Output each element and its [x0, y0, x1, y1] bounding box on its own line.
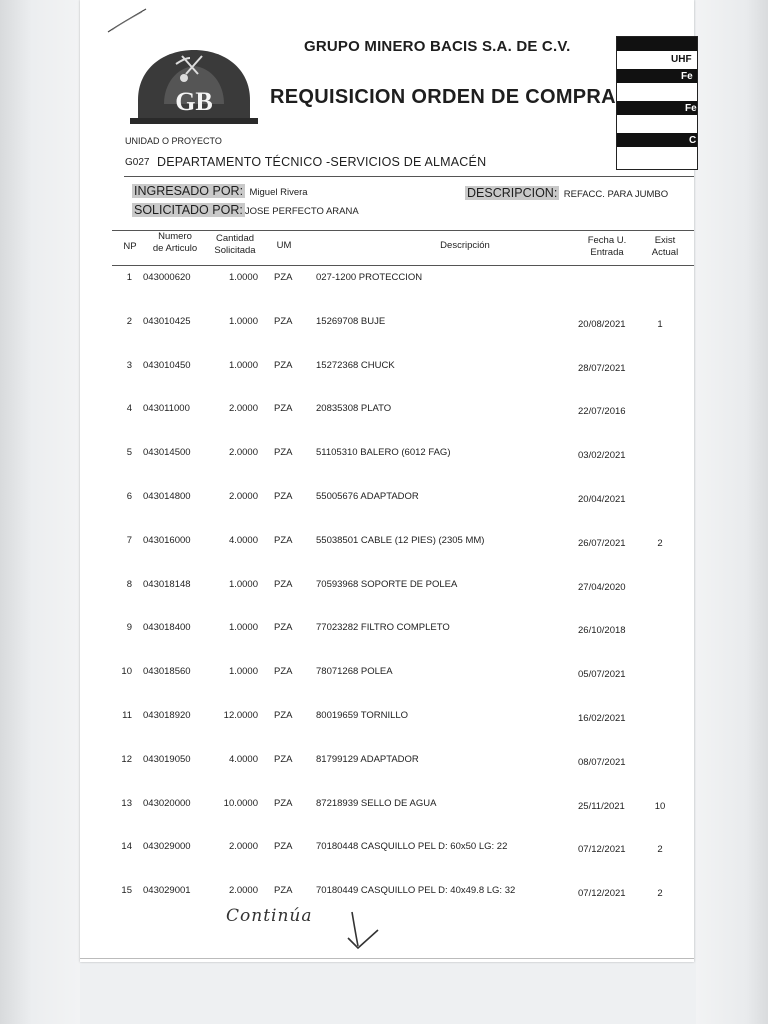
cell-descripcion: 70593968 SOPORTE DE POLEA — [316, 578, 458, 590]
cell-um: PZA — [274, 710, 293, 721]
page-bottom-edge — [80, 958, 694, 959]
cell-cantidad: 2.0000 — [228, 491, 258, 502]
cell-exist: 10 — [654, 800, 666, 812]
document-title: REQUISICION ORDEN DE COMPRA — [270, 86, 616, 108]
cell-descripcion: 87218939 SELLO DE AGUA — [316, 797, 437, 809]
cell-um: PZA — [274, 315, 293, 327]
cell-cantidad: 1.0000 — [228, 272, 258, 283]
header-cantidad: Cantidad Solicitada — [214, 233, 256, 256]
corner-label-fe-2: Fe — [685, 103, 697, 114]
corner-label-fe-1: Fe — [681, 71, 693, 82]
ingresado-value: Miguel Rivera — [249, 187, 308, 198]
cell-fecha: 20/08/2021 — [578, 318, 626, 330]
cell-exist: 2 — [657, 844, 663, 856]
cell-fecha: 07/12/2021 — [578, 844, 626, 856]
unit-name: DEPARTAMENTO TÉCNICO -SERVICIOS DE ALMACÉN — [157, 155, 487, 169]
cell-fecha: 26/07/2021 — [578, 537, 626, 549]
cell-cantidad: 2.0000 — [228, 403, 258, 415]
solicitado-field — [132, 201, 359, 219]
cell-exist: 2 — [657, 888, 663, 900]
cell-articulo: 043020000 — [143, 797, 191, 809]
cell-articulo: 043014800 — [143, 491, 191, 502]
cell-descripcion: 55038501 CABLE (12 PIES) (2305 MM) — [316, 534, 485, 546]
arrow-down-icon — [340, 908, 386, 952]
cell-articulo: 043018148 — [143, 578, 191, 590]
handwritten-note: Continúa — [226, 906, 313, 926]
company-logo — [124, 44, 264, 128]
cell-cantidad: 1.0000 — [228, 622, 258, 634]
cell-fecha: 16/02/2021 — [578, 713, 626, 724]
cell-um: PZA — [274, 578, 293, 590]
scan-background-left — [0, 0, 80, 1024]
cell-cantidad: 2.0000 — [228, 885, 258, 897]
cell-descripcion: 78071268 POLEA — [316, 666, 393, 678]
cell-um: PZA — [274, 359, 293, 371]
cell-articulo: 043029000 — [143, 841, 191, 853]
ingresado-field — [132, 182, 308, 200]
cell-articulo: 043010425 — [143, 315, 191, 327]
cell-um: PZA — [274, 841, 293, 853]
cell-cantidad: 2.0000 — [228, 447, 258, 459]
cell-articulo: 043019050 — [143, 753, 191, 765]
cell-articulo: 043011000 — [143, 403, 190, 415]
cell-fecha: 27/04/2020 — [578, 581, 626, 593]
cell-um: PZA — [274, 403, 293, 415]
cell-fecha: 26/10/2018 — [578, 625, 626, 637]
cell-cantidad: 4.0000 — [228, 534, 258, 546]
cell-descripcion: 15272368 CHUCK — [316, 359, 395, 371]
cell-articulo: 043014500 — [143, 447, 191, 459]
cell-np: 8 — [126, 578, 132, 590]
cell-exist: 2 — [657, 537, 663, 549]
cell-descripcion: 027-1200 PROTECCION — [316, 272, 423, 283]
header-descripcion: Descripción — [440, 240, 490, 251]
corner-label-uhf: UHF — [671, 54, 692, 65]
cell-np: 15 — [121, 885, 132, 897]
cell-fecha: 20/04/2021 — [578, 494, 626, 505]
cell-um: PZA — [274, 885, 293, 897]
cell-cantidad: 2.0000 — [228, 841, 258, 853]
cell-np: 9 — [126, 622, 132, 634]
header-numero: Numero de Articulo — [152, 231, 198, 254]
cell-fecha: 08/07/2021 — [578, 756, 626, 768]
cell-fecha: 22/07/2016 — [578, 406, 626, 418]
cell-descripcion: 20835308 PLATO — [316, 403, 392, 415]
cell-descripcion: 70180449 CASQUILLO PEL D: 40x49.8 LG: 32 — [316, 885, 516, 897]
cell-articulo: 043010450 — [143, 359, 191, 371]
cell-descripcion: 55005676 ADAPTADOR — [316, 491, 419, 502]
cell-descripcion: 77023282 FILTRO COMPLETO — [316, 622, 450, 634]
cell-np: 1 — [126, 272, 132, 283]
cell-descripcion: 15269708 BUJE — [316, 315, 386, 327]
cell-articulo: 043018400 — [143, 622, 191, 634]
logo-text: GB — [175, 87, 213, 116]
solicitado-value: JOSE PERFECTO ARANA — [244, 206, 359, 217]
cell-fecha: 25/11/2021 — [578, 800, 625, 812]
cell-np: 10 — [121, 666, 132, 678]
cell-fecha: 03/02/2021 — [578, 450, 626, 462]
ingresado-label: INGRESADO POR: — [134, 184, 244, 198]
cell-fecha: 05/07/2021 — [578, 669, 626, 681]
cell-descripcion: 70180448 CASQUILLO PEL D: 60x50 LG: 22 — [316, 841, 508, 853]
cell-np: 13 — [121, 797, 132, 809]
descripcion-label: DESCRIPCION: — [467, 186, 558, 200]
solicitado-label: SOLICITADO POR: — [134, 203, 243, 217]
cell-articulo: 043016000 — [143, 534, 191, 546]
cell-np: 7 — [126, 534, 132, 546]
cell-cantidad: 1.0000 — [228, 578, 258, 590]
unit-code: G027 — [125, 157, 150, 168]
cell-um: PZA — [274, 666, 293, 678]
cell-um: PZA — [274, 622, 293, 634]
cell-um: PZA — [274, 447, 293, 459]
cell-descripcion: 51105310 BALERO (6012 FAG) — [316, 447, 451, 459]
cell-cantidad: 12.0000 — [223, 710, 258, 721]
cell-np: 4 — [126, 403, 132, 415]
divider — [124, 176, 694, 177]
cell-cantidad: 1.0000 — [228, 315, 258, 327]
cell-um: PZA — [274, 272, 293, 283]
cell-np: 6 — [126, 491, 132, 502]
header-exist: Exist Actual — [651, 235, 679, 258]
unit-label: UNIDAD O PROYECTO — [125, 136, 222, 146]
cell-cantidad: 1.0000 — [228, 359, 258, 371]
table-header-rule-bottom — [112, 265, 694, 266]
header-np: NP — [123, 241, 137, 252]
cell-descripcion: 80019659 TORNILLO — [316, 710, 409, 721]
cell-cantidad: 4.0000 — [228, 753, 258, 765]
cell-np: 12 — [121, 753, 132, 765]
cell-um: PZA — [274, 753, 293, 765]
cell-articulo: 043000620 — [143, 272, 191, 283]
header-um: UM — [276, 240, 292, 251]
pen-mark-icon — [106, 6, 150, 36]
cell-fecha: 28/07/2021 — [578, 362, 626, 374]
cell-um: PZA — [274, 534, 293, 546]
cell-np: 3 — [126, 359, 132, 371]
corner-label-c: C — [689, 135, 697, 146]
cell-articulo: 043018560 — [143, 666, 191, 678]
cell-np: 11 — [122, 710, 132, 721]
cell-descripcion: 81799129 ADAPTADOR — [316, 753, 419, 765]
cell-um: PZA — [274, 491, 293, 502]
cell-cantidad: 10.0000 — [223, 797, 258, 809]
descripcion-field — [465, 184, 668, 202]
cell-um: PZA — [274, 797, 293, 809]
cell-fecha: 07/12/2021 — [578, 888, 626, 900]
descripcion-value: REFACC. PARA JUMBO — [563, 189, 669, 200]
date-box-cropped — [616, 36, 698, 170]
cell-np: 14 — [121, 841, 132, 853]
cell-exist: 1 — [657, 318, 663, 330]
cell-cantidad: 1.0000 — [228, 666, 258, 678]
company-name: GRUPO MINERO BACIS S.A. DE C.V. — [304, 38, 571, 55]
cell-np: 5 — [126, 447, 132, 459]
header-fecha: Fecha U. Entrada — [587, 235, 627, 258]
scan-background-right — [696, 0, 768, 1024]
cell-np: 2 — [126, 315, 132, 327]
cell-articulo: 043029001 — [143, 885, 191, 897]
cell-articulo: 043018920 — [143, 710, 191, 721]
document-page — [80, 0, 697, 962]
